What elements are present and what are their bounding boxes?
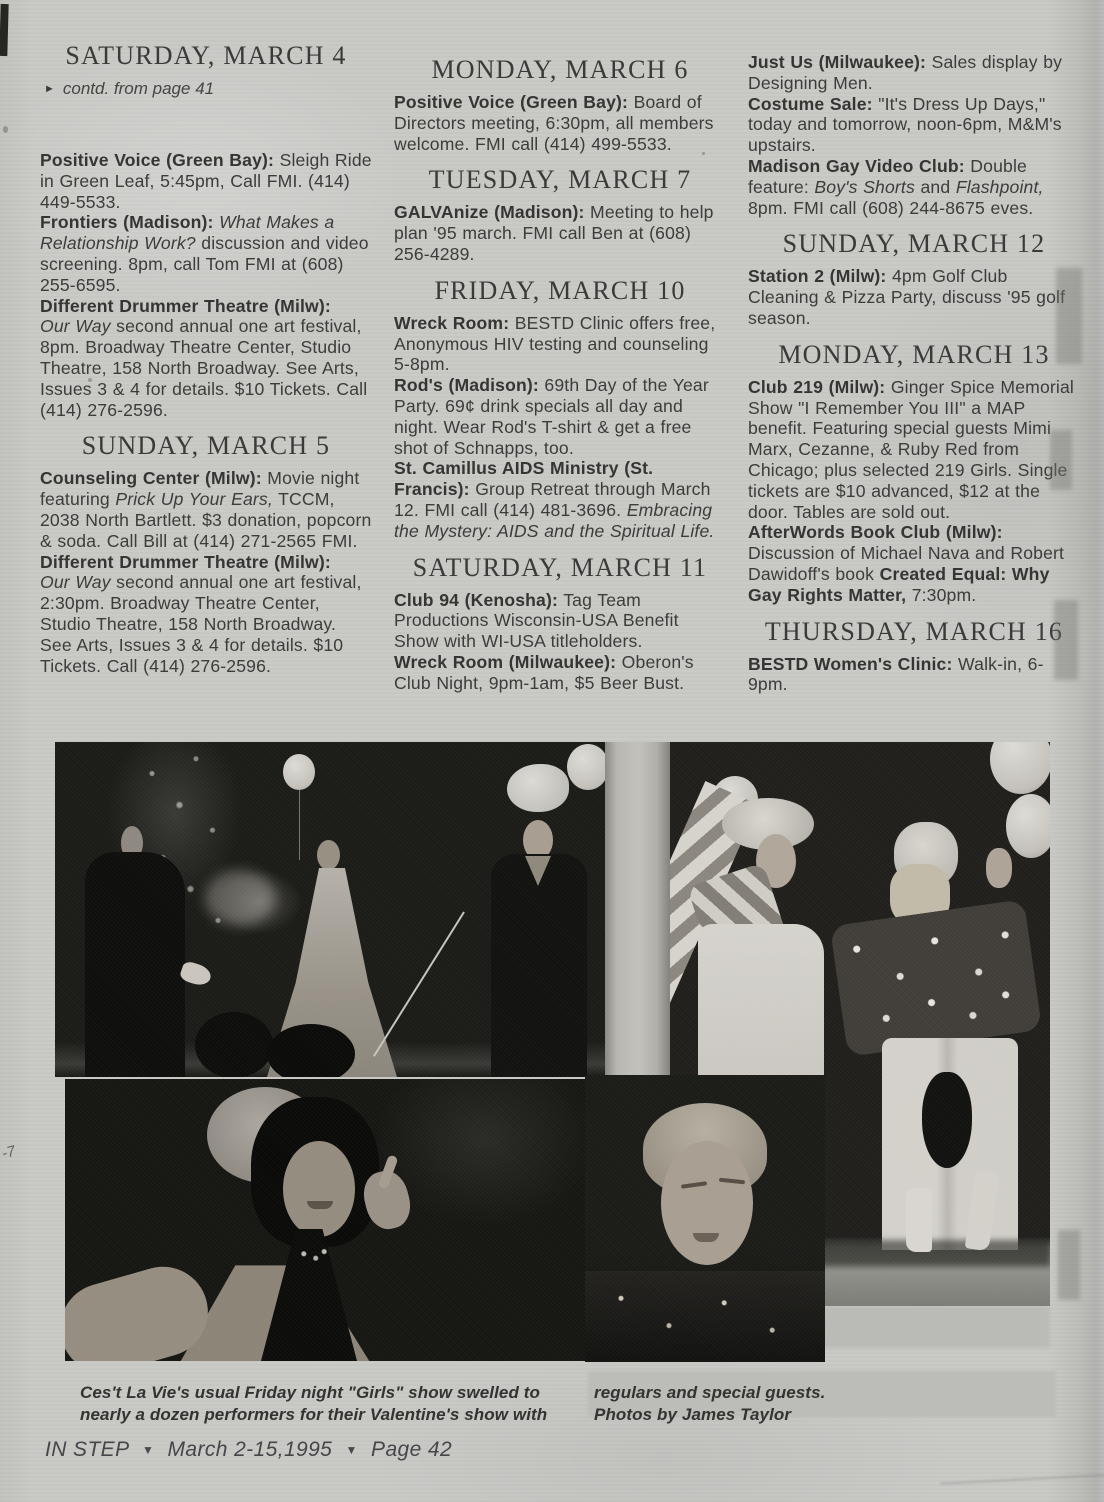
stage-light-glow xyxy=(205,870,275,926)
event-text: and xyxy=(914,176,956,197)
event-text: St. Camillus AIDS Ministry (St. Francis): xyxy=(394,458,654,500)
separator-triangle-icon: ▼ xyxy=(345,1443,358,1457)
event-text: Board of Directors meeting, 6:30pm, all members welcome. FMI call (414) 499-5533. xyxy=(394,92,714,154)
event-text: BESTD Women's Clinic: xyxy=(748,653,953,674)
day-heading: THURSDAY, MARCH 16 xyxy=(764,616,1064,646)
bleed-through-smudge xyxy=(1058,1230,1080,1300)
event-text: Sleigh Ride in Green Leaf, 5:45pm, Call FMI. (414) 449-5533. xyxy=(40,150,372,212)
event-text: Frontiers (Madison): xyxy=(40,212,220,233)
bleed-through-smudge xyxy=(1054,600,1078,680)
bleed-through-smudge xyxy=(1050,430,1072,490)
event-entry xyxy=(40,552,372,677)
event-entry xyxy=(394,202,726,264)
event-text: Sales display by Designing Men. xyxy=(748,52,1063,93)
hat-light-disc xyxy=(207,1087,323,1183)
event-text: Prick Up Your Ears, xyxy=(115,489,273,510)
dark-balloon-between-legs xyxy=(922,1072,972,1168)
photo-caption-right xyxy=(594,1382,914,1426)
stage-column xyxy=(605,742,670,1075)
photo-caption-left xyxy=(80,1382,558,1426)
event-text: Tag Team Productions Wisconsin-USA Benefit Show with WI-USA titleholders. xyxy=(394,589,679,652)
event-text: Station 2 (Milw): xyxy=(748,266,887,287)
star-performer-shirt xyxy=(830,899,1042,1057)
event-entry xyxy=(394,458,726,541)
necklace-sparkle xyxy=(297,1245,331,1267)
page-number: Page 42 xyxy=(371,1438,453,1461)
event-entry xyxy=(748,377,1080,523)
performer-mic-hat xyxy=(507,764,569,812)
event-text: Rod's (Madison): xyxy=(394,375,539,396)
performer-mic-neckline xyxy=(525,856,551,886)
event-text: Different Drummer Theatre (Milw): xyxy=(40,295,331,316)
performer-mic-face xyxy=(523,820,553,860)
event-text: 69th Day of the Year Party. 69¢ drink specials all day and night. Wear Rod's T-shirt & get a free shot of Schnapps, too. xyxy=(394,375,709,458)
magazine-name: IN STEP xyxy=(45,1438,129,1461)
white-boot xyxy=(965,1171,1000,1252)
halter-strap xyxy=(261,1229,357,1361)
cowboy-scarf xyxy=(687,862,797,991)
photo-portrait-performer xyxy=(585,1075,825,1362)
column-2 xyxy=(394,42,726,695)
event-text: Different Drummer Theatre (Milw): xyxy=(40,551,331,572)
performer-left-body xyxy=(85,852,185,1077)
cowboy-face xyxy=(756,834,796,888)
disco-ball xyxy=(712,776,758,822)
caption-left-text: Ces't La Vie's usual Friday night "Girls" show swelled to nearly a dozen performers for their Valentine's show with xyxy=(80,1383,548,1424)
photo-collage xyxy=(55,742,1050,1364)
separator-triangle-icon: ▼ xyxy=(141,1443,155,1457)
event-text: Created Equal: Why Gay Rights Matter, xyxy=(748,563,1050,605)
event-text: TCCM, 2038 North Bartlett. $3 donation, popcorn & soda. Call Bill at (414) 271-2565 FMI. xyxy=(40,489,372,551)
event-text: Our Way xyxy=(40,572,111,593)
star-performer-headwrap xyxy=(894,822,958,888)
event-text: discussion and video screening. 8pm, call Tom FMI at (608) 255-6595. xyxy=(40,233,369,295)
photo-stage-performers xyxy=(55,742,608,1077)
portrait-brow xyxy=(719,1178,745,1185)
paper-speck xyxy=(3,126,8,133)
event-text: Discussion of Michael Nava and Robert Dawidoff's book xyxy=(748,543,1065,584)
event-text: Our Way xyxy=(40,316,111,337)
foreground-balloon-dark xyxy=(267,1024,355,1077)
contd-arrow-icon: ► xyxy=(44,83,55,95)
column-3 xyxy=(748,42,1080,695)
foreground-balloon-dark xyxy=(195,1012,273,1077)
event-text: Counseling Center (Milw): xyxy=(40,468,262,489)
white-boot xyxy=(906,1188,932,1252)
caption-right-line1: regulars and special guests. xyxy=(594,1383,826,1402)
pointing-smile xyxy=(307,1201,333,1209)
day-heading: TUESDAY, MARCH 7 xyxy=(428,165,692,195)
spacer xyxy=(40,100,372,150)
performer-mic-dress xyxy=(491,854,587,1077)
event-entry xyxy=(394,652,726,694)
performer-gown-head xyxy=(317,840,340,870)
issue-date: March 2-15,1995 xyxy=(167,1438,333,1461)
pointing-chest xyxy=(151,1257,399,1361)
portrait-hair xyxy=(643,1103,767,1195)
event-entry xyxy=(394,92,726,154)
event-text: Group Retreat through March 12. FMI call (414) 481-3696. xyxy=(394,479,711,520)
pointing-hand xyxy=(359,1167,416,1234)
day-heading: MONDAY, MARCH 13 xyxy=(778,339,1050,369)
cowboy-striped-arm xyxy=(670,781,758,1033)
event-entry xyxy=(394,590,726,652)
star-performer-pants xyxy=(882,1038,1018,1250)
event-text: AfterWords Book Club (Milw): xyxy=(748,522,1003,543)
page-footer xyxy=(45,1438,452,1462)
event-text: Positive Voice (Green Bay): xyxy=(40,150,275,170)
event-text: Ginger Spice Memorial Show "I Remember You III" a MAP benefit. Featuring special guests Mimi Marx, Cezanne, & Ruby Red from Chicago; plus selected 219 Girls. Single tickets are $10 advanced, $12 at the door. Tables are sold out. xyxy=(748,376,1074,522)
portrait-sequin-top xyxy=(585,1271,825,1362)
pointing-hair xyxy=(251,1097,379,1247)
event-text: What Makes a Relationship Work? xyxy=(40,212,335,254)
event-entry xyxy=(748,52,1080,94)
tinsel-sparkle xyxy=(130,742,240,952)
bleed-through-smudge xyxy=(1056,268,1082,364)
star-performer-hand xyxy=(986,848,1012,888)
event-text: Double feature: xyxy=(748,155,1027,197)
event-text: Wreck Room (Milwaukee): xyxy=(394,651,617,672)
event-entry xyxy=(40,150,372,212)
event-text: Meeting to help plan '95 march. FMI call Ben at (608) 256-4289. xyxy=(394,202,714,264)
event-text: 7:30pm. xyxy=(906,584,977,605)
performer-gown-dress xyxy=(267,868,397,1077)
event-entry xyxy=(40,468,372,551)
event-text: Flashpoint, xyxy=(955,176,1044,197)
event-text: Boy's Shorts xyxy=(814,176,915,197)
event-entry xyxy=(394,313,726,375)
margin-scribble: -7 xyxy=(0,1142,18,1163)
paper-crease xyxy=(940,1473,1104,1484)
event-entry xyxy=(40,212,372,295)
event-text: BESTD Clinic offers free, Anonymous HIV testing and counseling 5-8pm. xyxy=(394,312,716,375)
column-1 xyxy=(40,42,372,695)
event-text: 4pm Golf Club Cleaning & Pizza Party, discuss '95 golf season. xyxy=(748,266,1066,328)
cowboy-hat xyxy=(722,798,814,850)
event-listings xyxy=(40,42,1080,695)
event-text: second annual one art festival, 2:30pm. Broadway Theatre Center, Studio Theatre, 158 North Broadway. See Arts, Issues 3 & 4 for details. $10 Tickets. Call (414) 276-2596. xyxy=(40,572,362,676)
event-entry xyxy=(748,266,1080,328)
event-text: Positive Voice (Green Bay): xyxy=(394,92,629,112)
balloon-icon xyxy=(990,742,1050,794)
event-entry xyxy=(748,94,1080,156)
event-text: Embracing the Mystery: AIDS and the Spiritual Life. xyxy=(394,499,715,541)
event-entry xyxy=(748,654,1080,696)
event-text: GALVAnize (Madison): xyxy=(394,202,585,223)
balloon-icon xyxy=(283,754,315,790)
event-entry xyxy=(40,296,372,421)
event-text: Movie night featuring xyxy=(40,468,360,510)
event-text: second annual one art festival, 8pm. Broadway Theatre Center, Studio Theatre, 158 North Broadway. See Arts, Issues 3 & 4 for details. $10 Tickets. Call (414) 276-2596. xyxy=(40,316,368,420)
star-performer-hair xyxy=(890,864,950,926)
event-text: Costume Sale: xyxy=(748,93,873,114)
performer-left-glove xyxy=(179,960,214,988)
event-text: Walk-in, 6-9pm. xyxy=(748,653,1044,695)
day-heading: MONDAY, MARCH 6 xyxy=(431,55,689,84)
portrait-brow xyxy=(681,1181,707,1189)
balloon-icon xyxy=(1006,794,1050,858)
event-text: 8pm. FMI call (608) 244-8675 eves. xyxy=(748,197,1034,218)
contd-note: ► contd. from page 41 xyxy=(44,79,215,98)
event-entry xyxy=(394,375,726,458)
performer-left-face xyxy=(121,826,143,860)
pointing-face xyxy=(283,1141,355,1237)
portrait-smile xyxy=(693,1233,719,1242)
event-text: Just Us (Milwaukee): xyxy=(748,52,927,72)
day-heading: SUNDAY, MARCH 12 xyxy=(782,229,1046,259)
event-text: "It's Dress Up Days," today and tomorrow, noon-6pm, M&M's upstairs. xyxy=(748,93,1062,156)
mic-stand xyxy=(373,911,465,1056)
pointing-arm xyxy=(65,1256,218,1361)
event-text: Club 94 (Kenosha): xyxy=(394,589,559,610)
portrait-face xyxy=(661,1141,753,1265)
paper-speck xyxy=(88,378,92,382)
day-heading: FRIDAY, MARCH 10 xyxy=(434,275,686,305)
event-text: Madison Gay Video Club: xyxy=(748,155,965,176)
event-text: Wreck Room: xyxy=(394,312,510,333)
event-entry xyxy=(748,522,1080,605)
paper-speck xyxy=(702,152,705,155)
balloon-icon xyxy=(567,744,608,790)
day-heading: SATURDAY, MARCH 4 xyxy=(65,41,347,70)
balloon-string xyxy=(299,790,300,860)
photo-pointing-performer xyxy=(65,1079,610,1361)
day-heading: SUNDAY, MARCH 5 xyxy=(81,431,331,461)
event-text: Club 219 (Milw): xyxy=(748,376,886,397)
event-text: Oberon's Club Night, 9pm-1am, $5 Beer Bust. xyxy=(394,651,694,693)
caption-right-line2: Photos by James Taylor xyxy=(594,1405,792,1424)
day-heading: SATURDAY, MARCH 11 xyxy=(412,552,708,582)
scan-edge-mark xyxy=(0,4,9,56)
event-entry xyxy=(748,156,1080,218)
pointing-finger xyxy=(377,1154,398,1189)
